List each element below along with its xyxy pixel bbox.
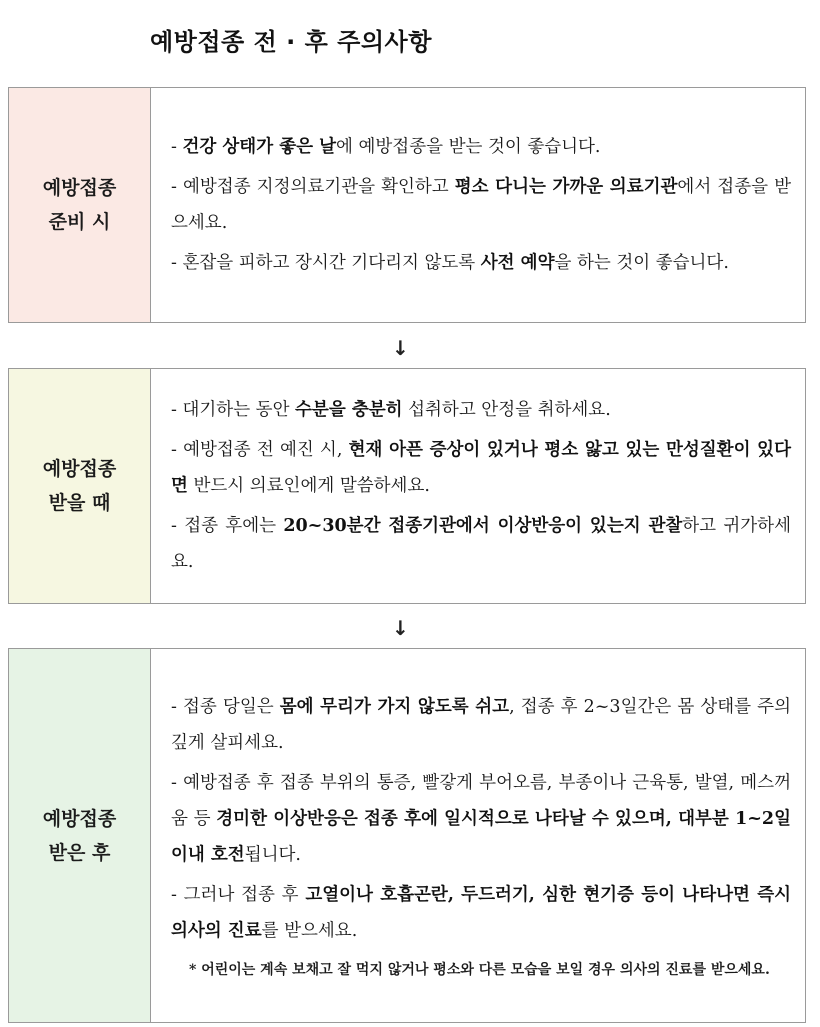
list-item bbox=[171, 765, 791, 873]
item-text: , 접종 후 2~3일간은 몸 상태를 주의 깊게 살피세요. bbox=[171, 696, 791, 753]
down-arrow-icon: ↓ bbox=[392, 616, 409, 640]
section-label-line-2: 준비 시 bbox=[48, 211, 111, 233]
emphasis-text: 20~30분간 접종기관에서 이상반응이 있는지 관찰 bbox=[283, 516, 683, 536]
list-item bbox=[171, 392, 791, 428]
emphasis-text: 건강 상태가 좋은 날 bbox=[182, 137, 337, 157]
list-item bbox=[171, 508, 791, 580]
item-text: 에 예방접종을 받는 것이 좋습니다. bbox=[336, 137, 601, 157]
section-label-line-1: 예방접종 bbox=[42, 807, 117, 830]
section-content bbox=[151, 369, 805, 603]
item-text: - bbox=[171, 137, 183, 157]
emphasis-text: 경미한 이상반응은 접종 후에 일시적으로 나타날 수 있으며, 대부분 1~2일 이내 호전 bbox=[171, 808, 792, 865]
item-text: 를 받으세요. bbox=[261, 920, 358, 941]
emphasis-text: 사전 예약 bbox=[480, 253, 555, 273]
item-text: - 혼잡을 피하고 장시간 기다리지 않도록 bbox=[171, 253, 481, 273]
item-text: - 그러나 접종 후 bbox=[171, 884, 306, 905]
page-title: 예방접종 전 · 후 주의사항 bbox=[150, 28, 432, 56]
list-item bbox=[171, 432, 791, 504]
emphasis-text: 현재 아픈 증상이 있거나 평소 앓고 있는 만성질환이 있다면 bbox=[171, 440, 791, 496]
list-item bbox=[171, 129, 791, 165]
child-note: * 어린이는 계속 보채고 잘 먹지 않거나 평소와 다른 모습을 보일 경우 의사의 진료를 받으세요. bbox=[189, 961, 770, 978]
emphasis-text: 고열이나 호흡곤란, 두드러기, 심한 현기증 등이 나타나면 즉시 의사의 진료 bbox=[171, 884, 792, 941]
item-text: 됩니다. bbox=[244, 844, 301, 865]
item-text: - 접종 당일은 bbox=[171, 696, 280, 717]
section-label bbox=[9, 88, 151, 322]
item-text: - 접종 후에는 bbox=[171, 516, 284, 536]
section-before-vaccination bbox=[8, 87, 806, 323]
section-label-line-2: 받을 때 bbox=[48, 492, 111, 514]
item-text: - 대기하는 동안 bbox=[171, 400, 296, 420]
section-content bbox=[151, 649, 805, 1022]
item-text: 을 하는 것이 좋습니다. bbox=[554, 253, 729, 273]
section-label-line-1: 예방접종 bbox=[42, 177, 117, 199]
item-text: 에서 접종을 받으세요. bbox=[171, 177, 791, 233]
item-text: 반드시 의료인에게 말씀하세요. bbox=[187, 476, 430, 496]
item-text: - 예방접종 전 예진 시, bbox=[171, 440, 349, 460]
item-text: 하고 귀가하세요. bbox=[171, 516, 791, 572]
emphasis-text: 평소 다니는 가까운 의료기관 bbox=[454, 177, 678, 197]
list-item bbox=[171, 169, 791, 241]
emphasis-text: 수분을 충분히 bbox=[295, 400, 403, 420]
section-label-line-1: 예방접종 bbox=[42, 458, 117, 480]
section-label bbox=[9, 649, 151, 1022]
down-arrow-icon: ↓ bbox=[392, 336, 409, 360]
emphasis-text: 몸에 무리가 가지 않도록 쉬고 bbox=[279, 696, 510, 717]
item-text: - 예방접종 지정의료기관을 확인하고 bbox=[171, 177, 455, 197]
list-item bbox=[171, 689, 791, 761]
section-after-vaccination bbox=[8, 648, 806, 1023]
section-label-line-2: 받은 후 bbox=[48, 841, 111, 864]
list-item bbox=[171, 245, 791, 281]
item-text: - 예방접종 후 접종 부위의 통증, 빨갛게 부어오름, 부종이나 근육통, 발열, 메스꺼움 등 bbox=[171, 772, 791, 829]
item-text: 섭취하고 안정을 취하세요. bbox=[402, 400, 611, 420]
section-label bbox=[9, 369, 151, 603]
section-during-vaccination bbox=[8, 368, 806, 604]
section-content bbox=[151, 88, 805, 322]
list-item bbox=[171, 877, 791, 949]
